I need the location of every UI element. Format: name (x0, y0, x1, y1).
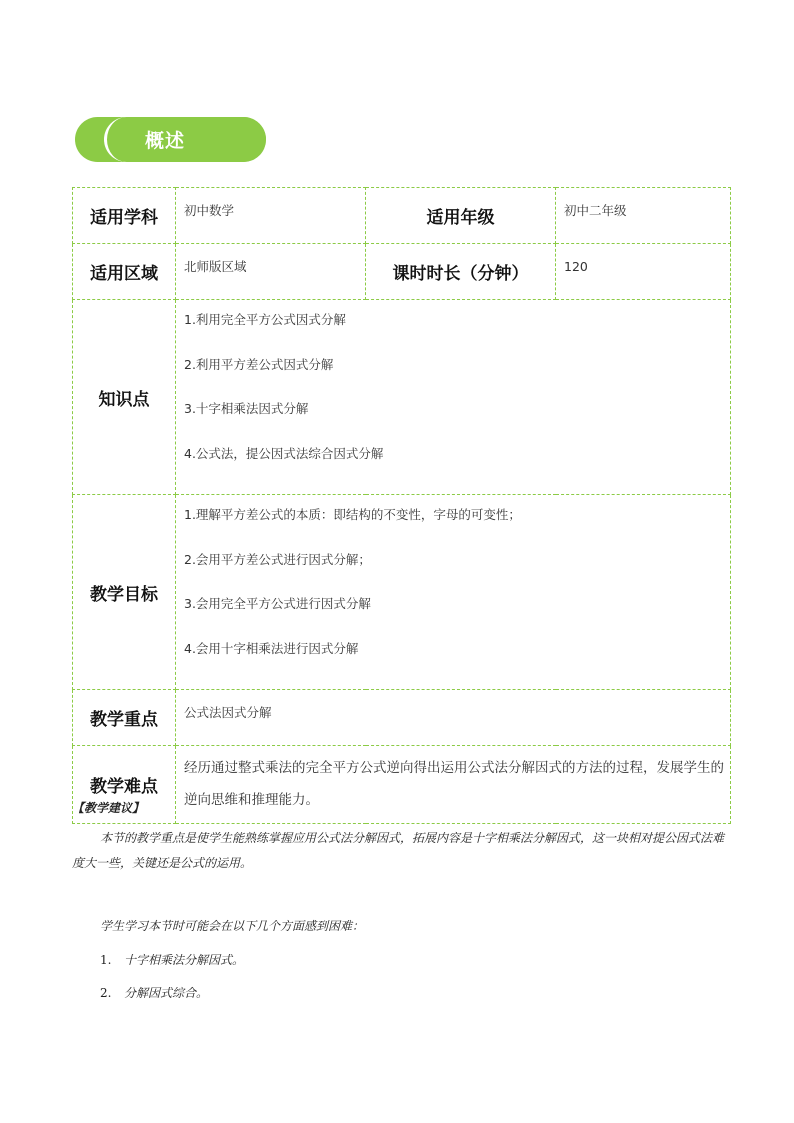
goals-label: 教学目标 (73, 495, 176, 690)
difficulty-intro: 学生学习本节时可能会在以下几个方面感到困难： (100, 919, 365, 933)
difficulty-item-number: 1. (100, 953, 112, 967)
overview-table (72, 187, 731, 824)
difficulty-item-1 (100, 951, 244, 968)
subject-label: 适用学科 (73, 188, 176, 244)
list-item: 4.会用十字相乘法进行因式分解 (184, 640, 359, 656)
table-row (73, 188, 731, 244)
difficulty-item-text: 分解因式综合。 (124, 986, 209, 1000)
difficulty-item-2 (100, 984, 208, 1001)
difficulty-label: 教学难点 (73, 746, 176, 824)
focus-value: 公式法因式分解 (176, 690, 731, 746)
difficulty-item-text: 十字相乘法分解因式。 (124, 953, 245, 967)
list-item: 2.利用平方差公式因式分解 (184, 356, 334, 372)
difficulty-item-number: 2. (100, 986, 112, 1000)
table-row (73, 300, 731, 495)
region-label: 适用区域 (73, 244, 176, 300)
section-header-pill (104, 117, 266, 162)
table-row (73, 690, 731, 746)
region-value: 北师版区域 (176, 244, 366, 300)
table-row (73, 746, 731, 824)
suggestions-paragraph: 本节的教学重点是使学生能熟练掌握应用公式法分解因式，拓展内容是十字相乘法分解因式，这一块相对提公因式法难度大一些，关键还是公式的运用。 (72, 831, 725, 870)
duration-value: 120 (556, 244, 731, 300)
knowledge-list (176, 300, 731, 495)
grade-label: 适用年级 (366, 188, 556, 244)
suggestions-title: 【教学建议】 (72, 801, 145, 815)
knowledge-label: 知识点 (73, 300, 176, 495)
list-item: 1.利用完全平方公式因式分解 (184, 312, 346, 327)
difficulty-value: 经历通过整式乘法的完全平方公式逆向得出运用公式法分解因式的方法的过程，发展学生的逆向思维和推理能力。 (176, 746, 731, 824)
goals-list (176, 495, 731, 690)
focus-label: 教学重点 (73, 690, 176, 746)
list-item: 4.公式法，提公因式法综合因式分解 (184, 445, 384, 461)
subject-value: 初中数学 (176, 188, 366, 244)
section-title: 概述 (145, 130, 186, 152)
list-item: 3.十字相乘法因式分解 (184, 401, 309, 416)
grade-value: 初中二年级 (556, 188, 731, 244)
table-row (73, 495, 731, 690)
table-row (73, 244, 731, 300)
list-item: 3.会用完全平方公式进行因式分解 (184, 596, 371, 611)
list-item: 2.会用平方差公式进行因式分解； (184, 551, 371, 567)
list-item: 1.理解平方差公式的本质：即结构的不变性，字母的可变性； (184, 507, 521, 522)
duration-label: 课时时长（分钟） (366, 244, 556, 300)
